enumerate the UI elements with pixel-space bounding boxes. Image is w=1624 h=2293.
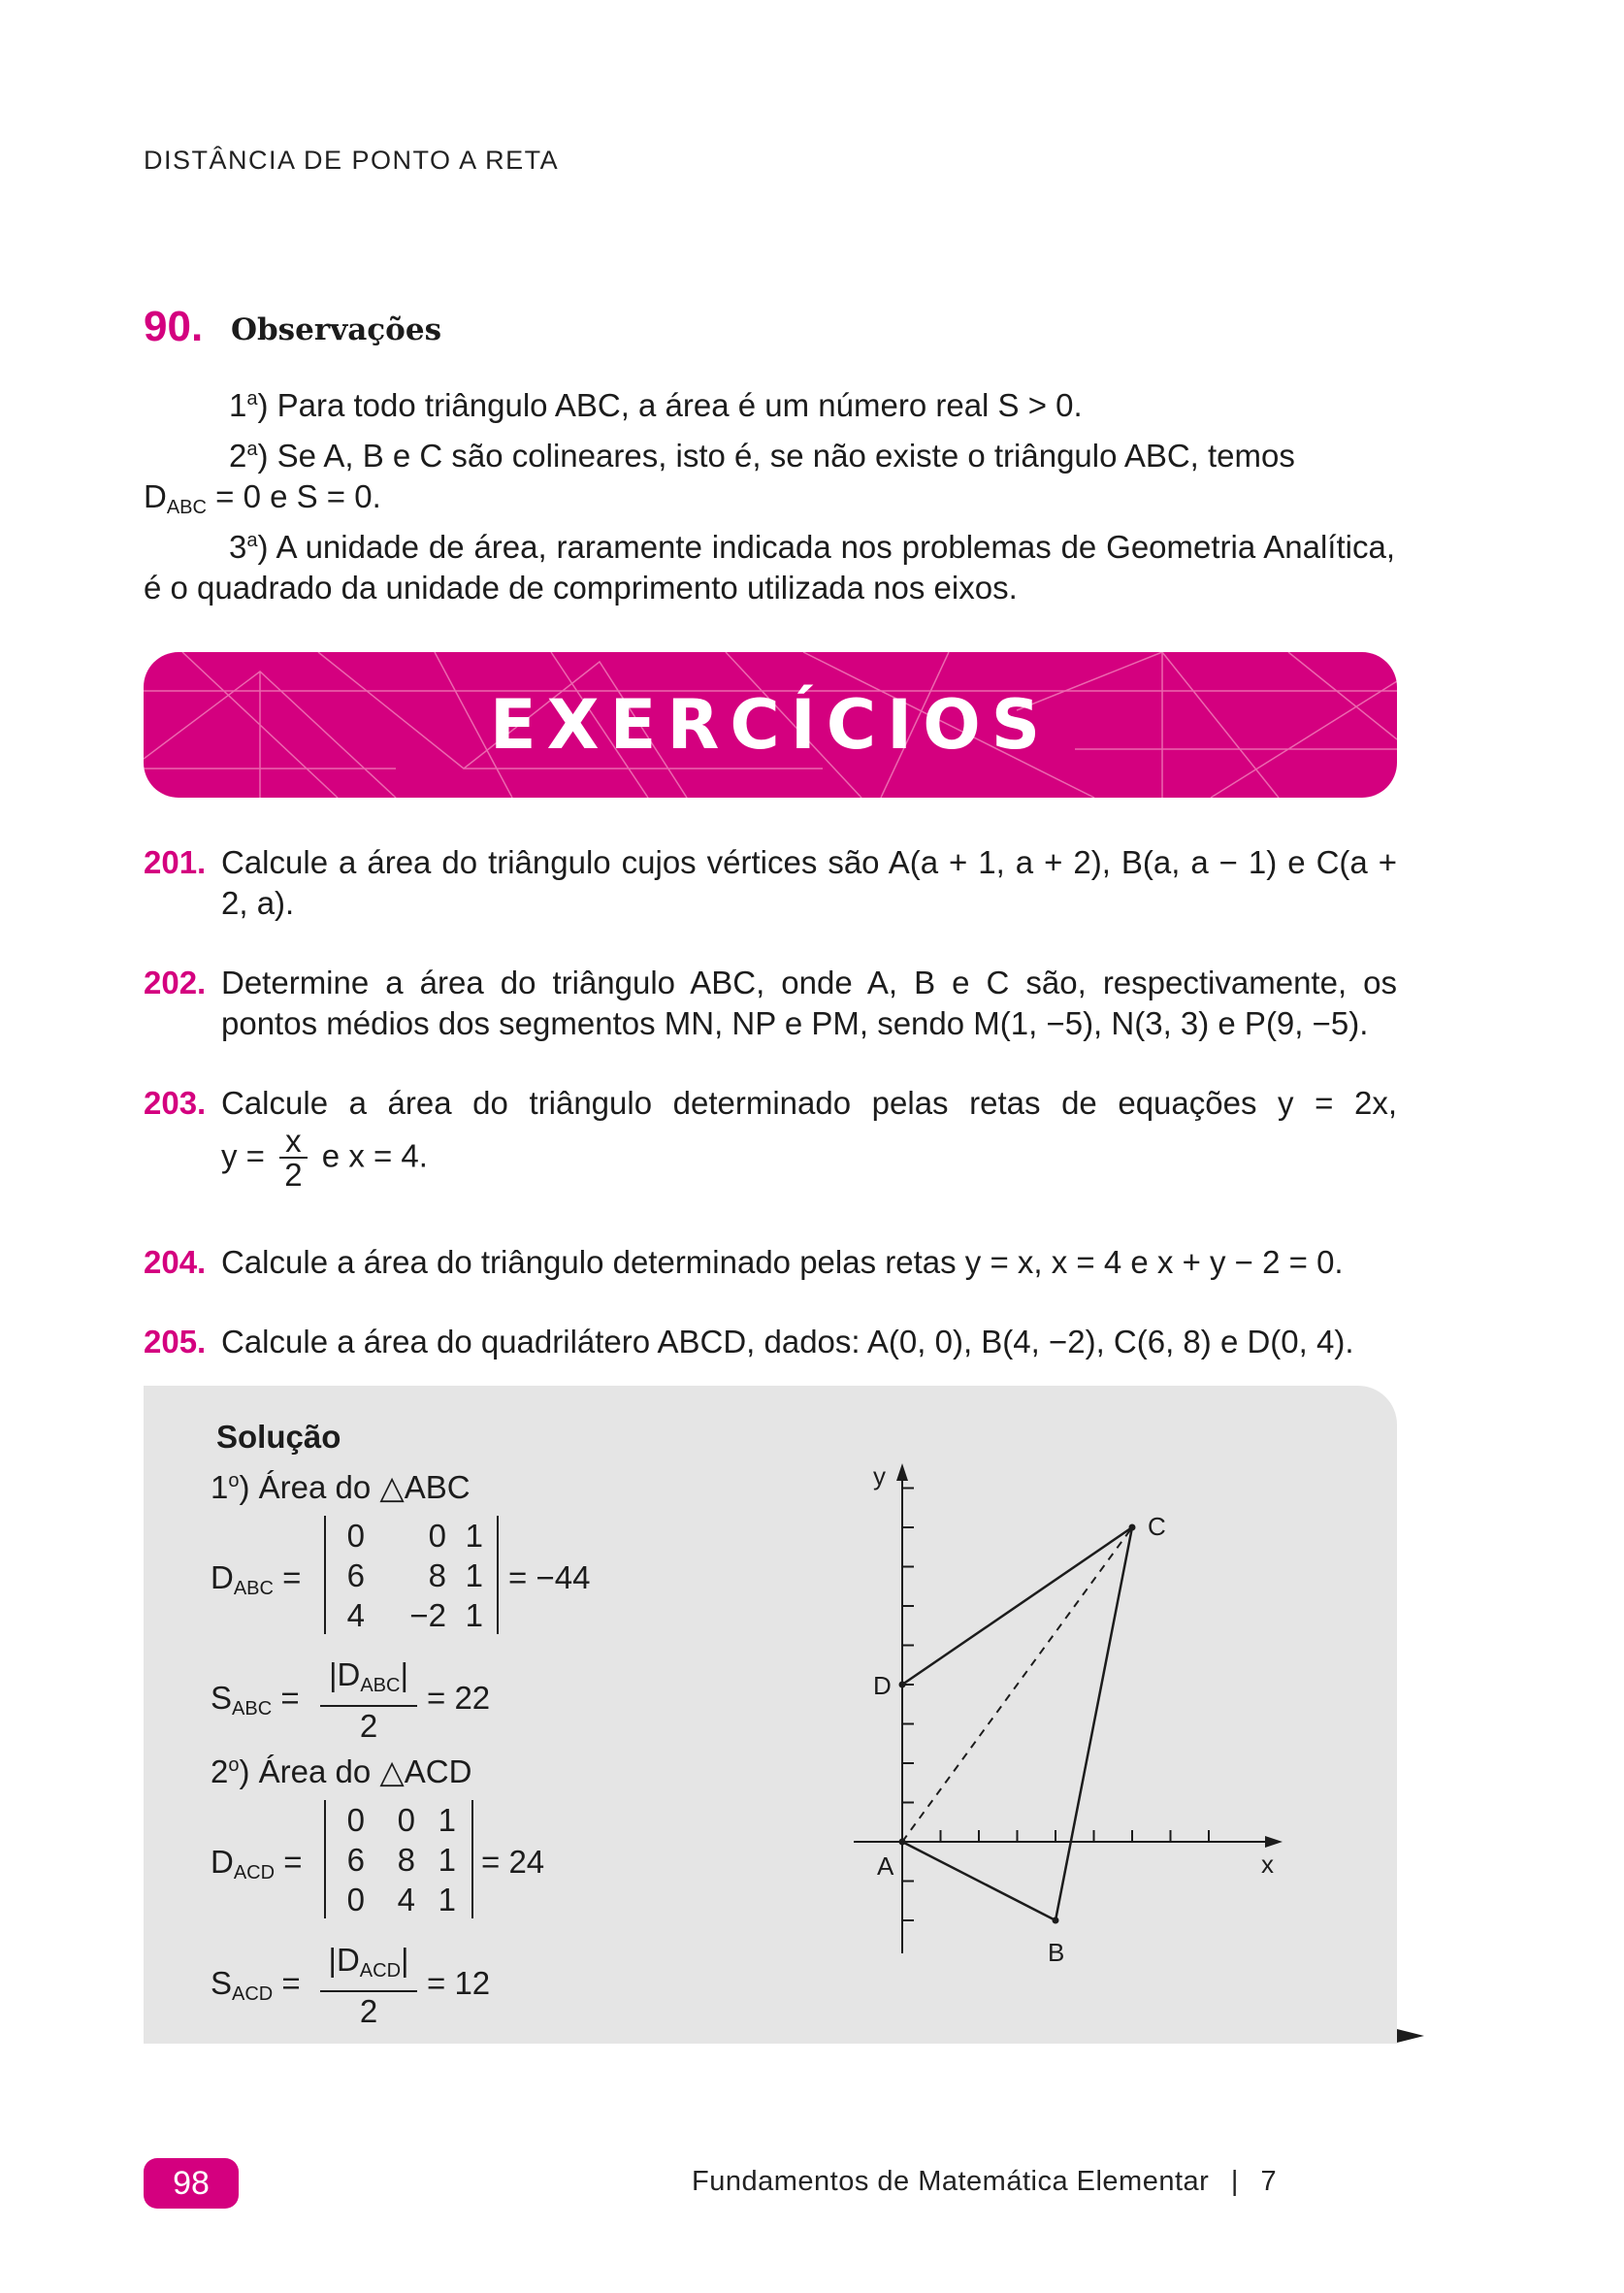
s-abc-eq: = bbox=[280, 1680, 300, 1716]
matrix-cell: 0 bbox=[428, 1518, 446, 1554]
fraction-denominator: 2 bbox=[359, 1708, 378, 1744]
matrix-cell: 1 bbox=[438, 1842, 456, 1878]
label-x-axis: x bbox=[1261, 1850, 1274, 1879]
obs-1-sup: a bbox=[246, 388, 258, 409]
exercise-number: 202. bbox=[144, 965, 207, 1000]
obs-2-d: D bbox=[144, 478, 167, 514]
point-a bbox=[899, 1839, 906, 1846]
exercise-text: Calcule a área do triângulo determinado pelas retas y = x, x = 4 e x + y − 2 = 0. bbox=[221, 1244, 1344, 1280]
d-abc-result: = −44 bbox=[508, 1559, 591, 1595]
x-axis-arrow bbox=[1265, 1836, 1283, 1848]
matrix-cell: 8 bbox=[428, 1557, 446, 1593]
step-1-text: ) Área do △ABC bbox=[239, 1469, 471, 1505]
segment-ab bbox=[902, 1842, 1056, 1920]
obs-3-ordinal: 3 bbox=[229, 529, 247, 565]
continue-arrow-icon bbox=[1397, 2027, 1424, 2045]
fraction-numerator: x bbox=[279, 1126, 308, 1159]
s-acd-label bbox=[211, 1965, 301, 2006]
s-abc-s: S bbox=[211, 1680, 233, 1716]
solution-step-2 bbox=[211, 1753, 471, 1790]
observation-3 bbox=[144, 520, 1395, 608]
segment-cd bbox=[902, 1527, 1132, 1685]
matrix-cell: 1 bbox=[438, 1882, 456, 1917]
running-header: DISTÂNCIA DE PONTO A RETA bbox=[144, 146, 560, 175]
obs-3-sup: a bbox=[246, 530, 258, 551]
fraction-numerator bbox=[320, 1941, 417, 1992]
frac-num-close: | bbox=[400, 1656, 409, 1692]
step-1-ordinal: 1 bbox=[211, 1469, 229, 1505]
point-b bbox=[1053, 1917, 1059, 1924]
section-number: 90. bbox=[144, 303, 204, 350]
fraction-denominator: 2 bbox=[284, 1157, 303, 1193]
exercise-203-line1: Calcule a área do triângulo determinado pelas retas de equações y = 2x, bbox=[221, 1085, 1397, 1121]
exercises-banner bbox=[144, 652, 1397, 798]
exercise-203-y: y = bbox=[221, 1137, 265, 1174]
s-acd-eq: = bbox=[281, 1965, 301, 2001]
exercise-203-rest: e x = 4. bbox=[321, 1137, 428, 1174]
matrix-cell: 4 bbox=[397, 1882, 415, 1917]
point-d bbox=[899, 1682, 906, 1688]
fraction-denominator: 2 bbox=[359, 1993, 378, 2029]
d-acd-result: = 24 bbox=[481, 1844, 545, 1880]
fraction-numerator bbox=[320, 1655, 417, 1707]
matrix-abc bbox=[324, 1516, 499, 1634]
observation-1 bbox=[144, 378, 1395, 426]
matrix-cell: −2 bbox=[409, 1597, 446, 1633]
s-acd-result: = 12 bbox=[427, 1965, 491, 2001]
footer-book bbox=[692, 2166, 1277, 2198]
fraction bbox=[279, 1123, 308, 1193]
matrix-cell: 0 bbox=[346, 1518, 365, 1554]
frac-num-sub: ABC bbox=[360, 1675, 401, 1696]
frac-num-close: | bbox=[401, 1942, 409, 1978]
solution-title: Solução bbox=[216, 1419, 341, 1455]
banner-title: EXERCÍCIOS bbox=[489, 685, 1052, 765]
matrix-cell: 1 bbox=[465, 1597, 483, 1633]
obs-2-sub: ABC bbox=[166, 497, 207, 518]
obs-1-ordinal: 1 bbox=[229, 387, 247, 423]
matrix-cell: 6 bbox=[346, 1557, 365, 1593]
obs-2-text: ) Se A, B e C são colineares, isto é, se não existe o triângulo ABC, temos bbox=[257, 438, 1295, 474]
s-acd-sub: ACD bbox=[232, 1983, 274, 2005]
exercise-number: 201. bbox=[144, 844, 207, 880]
step-1-sup: o bbox=[228, 1470, 240, 1491]
s-acd-fraction bbox=[320, 1941, 417, 2031]
exercise-204 bbox=[144, 1242, 1397, 1283]
matrix-cell: 1 bbox=[465, 1557, 483, 1593]
exercise-text: Calcule a área do triângulo cujos vértices são A(a + 1, a + 2), B(a, a − 1) e C(a + 2, a). bbox=[221, 844, 1397, 921]
label-c: C bbox=[1148, 1512, 1166, 1541]
obs-2-rest: = 0 e S = 0. bbox=[206, 478, 381, 514]
s-acd-s: S bbox=[211, 1965, 233, 2001]
observation-2 bbox=[144, 429, 1395, 528]
matrix-acd bbox=[324, 1800, 473, 1918]
label-d: D bbox=[873, 1671, 892, 1700]
label-y-axis: y bbox=[873, 1461, 886, 1490]
exercise-203 bbox=[144, 1083, 1397, 1192]
d-abc-d: D bbox=[211, 1559, 234, 1595]
solution-step-1 bbox=[211, 1468, 471, 1506]
obs-2-sup: a bbox=[246, 439, 258, 460]
exercise-number: 205. bbox=[144, 1324, 207, 1359]
matrix-cell: 0 bbox=[397, 1802, 415, 1838]
matrix-cell: 1 bbox=[465, 1518, 483, 1554]
d-acd-label bbox=[211, 1844, 303, 1884]
s-abc-fraction bbox=[320, 1655, 417, 1746]
frac-num-d: |D bbox=[328, 1656, 361, 1692]
exercise-number: 204. bbox=[144, 1244, 207, 1280]
d-abc-sub: ABC bbox=[233, 1578, 274, 1599]
d-acd-d: D bbox=[211, 1844, 234, 1880]
d-acd-eq: = bbox=[283, 1844, 303, 1880]
d-acd-sub: ACD bbox=[233, 1862, 276, 1884]
matrix-cell: 0 bbox=[346, 1802, 365, 1838]
s-abc-sub: ABC bbox=[232, 1698, 273, 1720]
obs-3-text: ) A unidade de área, raramente indicada nos problemas de Geometria Analítica, é o quadrado da unidade de comprimento utilizada nos eixos. bbox=[144, 529, 1395, 606]
label-b: B bbox=[1048, 1938, 1065, 1967]
d-abc-eq: = bbox=[282, 1559, 302, 1595]
obs-1-text: ) Para todo triângulo ABC, a área é um número real S > 0. bbox=[257, 387, 1083, 423]
frac-num-sub: ACD bbox=[359, 1960, 402, 1982]
point-c bbox=[1129, 1524, 1136, 1531]
step-2-sup: o bbox=[228, 1754, 240, 1776]
s-abc-result: = 22 bbox=[427, 1680, 491, 1716]
d-abc-label bbox=[211, 1559, 301, 1600]
exercise-text: Calcule a área do quadrilátero ABCD, dados: A(0, 0), B(4, −2), C(6, 8) e D(0, 4). bbox=[221, 1324, 1354, 1359]
step-2-text: ) Área do △ACD bbox=[239, 1753, 472, 1789]
exercise-text bbox=[221, 1083, 1397, 1192]
diagonal-ac bbox=[902, 1527, 1132, 1842]
footer-separator: | bbox=[1230, 2166, 1239, 2197]
y-axis-arrow bbox=[896, 1463, 908, 1481]
s-abc-label bbox=[211, 1680, 300, 1720]
exercise-text: Determine a área do triângulo ABC, onde A, B e C são, respectivamente, os pontos médios dos segmentos MN, NP e PM, sendo M(1, −5), N(3, 3) e P(9, −5). bbox=[221, 965, 1397, 1041]
exercise-number: 203. bbox=[144, 1085, 207, 1121]
page-number: 98 bbox=[144, 2158, 239, 2209]
volume-number: 7 bbox=[1260, 2166, 1278, 2197]
book-title: Fundamentos de Matemática Elementar bbox=[692, 2166, 1210, 2197]
exercise-201 bbox=[144, 842, 1397, 924]
coordinate-graph bbox=[834, 1456, 1300, 1980]
label-a: A bbox=[877, 1851, 894, 1881]
frac-num-d: |D bbox=[328, 1942, 360, 1978]
step-2-ordinal: 2 bbox=[211, 1753, 229, 1789]
matrix-cell: 8 bbox=[397, 1842, 415, 1878]
matrix-cell: 4 bbox=[346, 1597, 365, 1633]
section-title: Observações bbox=[231, 312, 442, 347]
obs-2-ordinal: 2 bbox=[229, 438, 247, 474]
exercise-205 bbox=[144, 1322, 1397, 1362]
matrix-cell: 1 bbox=[438, 1802, 456, 1838]
exercise-202 bbox=[144, 963, 1397, 1044]
matrix-cell: 0 bbox=[346, 1882, 365, 1917]
segment-bc bbox=[1056, 1527, 1132, 1920]
exercise-203-line2 bbox=[221, 1123, 1397, 1193]
matrix-cell: 6 bbox=[346, 1842, 365, 1878]
